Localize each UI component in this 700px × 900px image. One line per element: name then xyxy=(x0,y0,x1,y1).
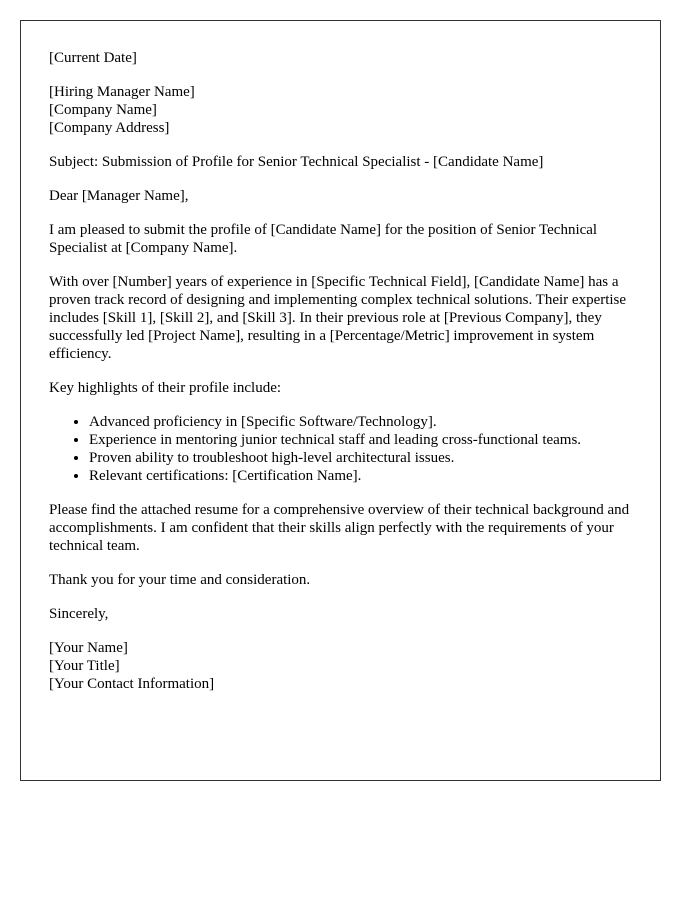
experience-paragraph: With over [Number] years of experience in [Specific Technical Field], [Candidate Name] has a proven track record of designing and implementing complex technical solutions. Their expertise includes [Skill 1], [Skill 2], and [Skill 3]. In their previous role at [Previous Company], they successfully led [Project Name], resulting in a [Percentage/Metric] improvement in system efficiency. xyxy=(49,274,627,362)
salutation: Dear [Manager Name], xyxy=(49,188,189,204)
sender-name: [Your Name] xyxy=(49,640,128,656)
subject-line: Subject: Submission of Profile for Senior Technical Specialist - [Candidate Name] xyxy=(49,154,544,170)
signoff: Sincerely, xyxy=(49,606,109,622)
list-item: • Relevant certifications: [Certification Name]. xyxy=(89,467,632,485)
recipient-address: [Company Address] xyxy=(49,120,170,136)
list-item: • Proven ability to troubleshoot high-level architectural issues. xyxy=(89,449,632,467)
recipient-name: [Hiring Manager Name] xyxy=(49,84,195,100)
intro-paragraph: I am pleased to submit the profile of [Candidate Name] for the position of Senior Technical Specialist at [Company Name]. xyxy=(49,222,598,256)
list-item: • Experience in mentoring junior technical staff and leading cross-functional teams. xyxy=(89,431,632,449)
letter xyxy=(20,20,661,781)
highlights-intro: Key highlights of their profile include: xyxy=(49,380,282,396)
recipient-block xyxy=(49,83,632,137)
signature-block xyxy=(49,639,632,693)
highlights-list xyxy=(49,413,632,485)
date: [Current Date] xyxy=(49,50,137,66)
sender-title: [Your Title] xyxy=(49,658,120,674)
recipient-company: [Company Name] xyxy=(49,102,157,118)
thanks-paragraph: Thank you for your time and consideration. xyxy=(49,572,311,588)
sender-contact: [Your Contact Information] xyxy=(49,676,215,692)
resume-paragraph: Please find the attached resume for a comprehensive overview of their technical background and accomplishments. I am confident that their skills align perfectly with the requirements of your technical team. xyxy=(49,502,630,554)
list-item: • Advanced proficiency in [Specific Software/Technology]. xyxy=(89,413,632,431)
